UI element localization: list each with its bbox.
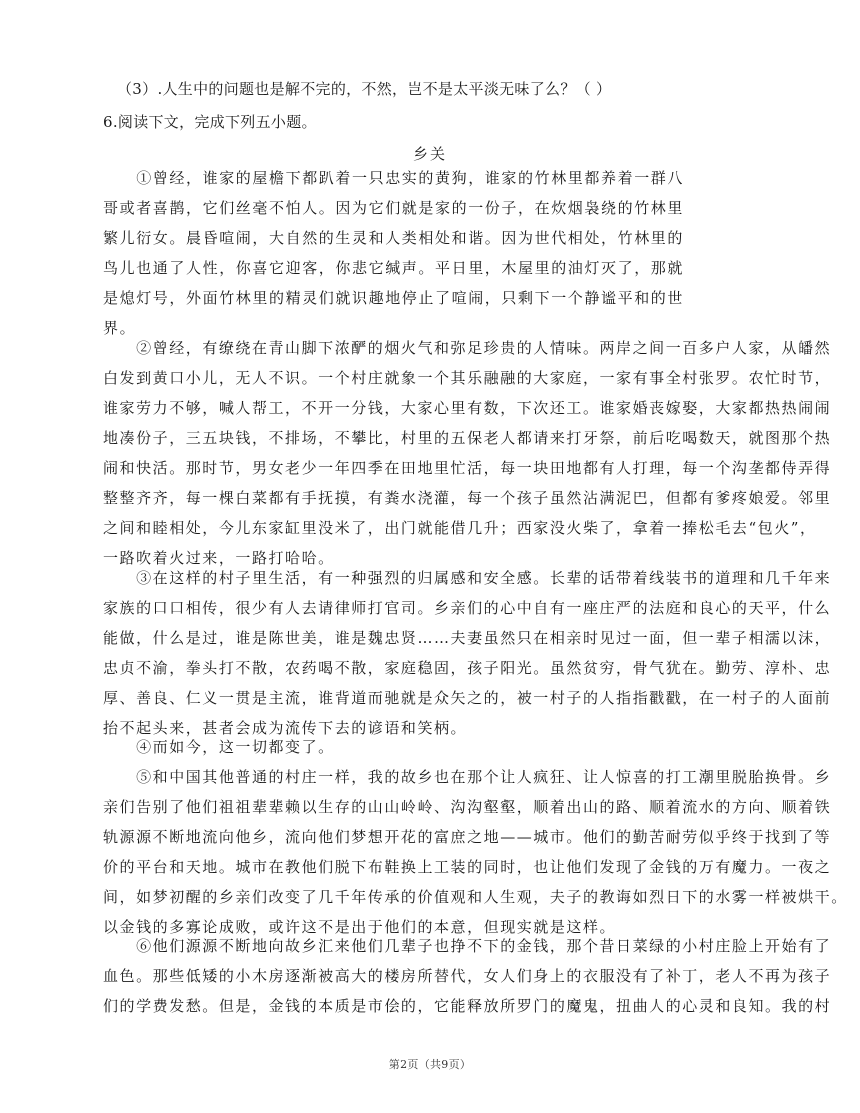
question-3: （3）.人生中的问题也是解不完的，不然，岂不是太平淡无味了么？（ ） [117, 80, 612, 98]
text-line: 间，如梦初醒的乡亲们改变了几千年传承的价值观和人生观，夫子的教诲如烈日下的水雾一样被烘干。 [103, 888, 848, 906]
text-line: 白发到黄口小儿，无人不识。一个村庄就象一个其乐融融的大家庭，一家有事全村张罗。农忙时节， [103, 369, 832, 387]
text-line: 哥或者喜鹊，它们丝毫不怕人。因为它们就是家的一份子，在炊烟袅绕的竹林里 [103, 199, 685, 217]
text-line: 能做，什么是过，谁是陈世美，谁是魏忠贤……夫妻虽然只在相亲时见过一面，但一辈子相濡以沫， [103, 629, 832, 647]
text-line: ⑥他们源源不断地向故乡汇来他们几辈子也挣不下的金钱，那个昔日菜绿的小村庄脸上开始有了 [103, 937, 832, 955]
text-line: 血色。那些低矮的小木房逐渐被高大的楼房所替代，女人们身上的衣服没有了补丁，老人不再为孩子 [103, 967, 832, 985]
text-line: 鸟儿也通了人性，你喜它迎客，你悲它缄声。平日里，木屋里的油灯灭了，那就 [103, 259, 685, 277]
text-line: 界。 [103, 319, 137, 337]
text-line: ②曾经，有缭绕在青山脚下浓酽的烟火气和弥足珍贵的人情味。两岸之间一百多户人家，从皤然 [103, 339, 832, 357]
text-line: ①曾经，谁家的屋檐下都趴着一只忠实的黄狗，谁家的竹林里都养着一群八 [103, 169, 685, 187]
text-line: 闹和快活。那时节，男女老少一年四季在田地里忙活，每一块田地都有人打理，每一个沟垄都侍弄得 [103, 459, 832, 477]
text-line: 们的学费发愁。但是，金钱的本质是市侩的，它能释放所罗门的魔鬼，扭曲人的心灵和良知。我的村 [103, 997, 832, 1015]
text-line: 一路吹着火过来，一路打哈哈。 [103, 549, 335, 567]
text-line: 价的平台和天地。城市在教他们脱下布鞋换上工装的同时，也让他们发现了金钱的万有魔力。一夜之 [103, 858, 832, 876]
article-title: 乡关 [412, 145, 447, 163]
text-line: 地凑份子，三五块钱，不排场，不攀比，村里的五保老人都请来打牙祭，前后吃喝数天，就图那个热 [103, 429, 832, 447]
text-line: 是熄灯号，外面竹林里的精灵们就识趣地停止了喧闹，只剩下一个静谧平和的世 [103, 289, 685, 307]
text-line: 整整齐齐，每一棵白菜都有手抚摸，有粪水浇灌，每一个孩子虽然沾满泥巴，但都有爹疼娘爱。邻里 [103, 489, 832, 507]
text-line: 轨源源不断地流向他乡，流向他们梦想开花的富庶之地——城市。他们的勤苦耐劳似乎终于找到了等 [103, 828, 832, 846]
text-line: 之间和睦相处，今儿东家缸里没米了，出门就能借几升；西家没火柴了，拿着一捧松毛去“包火”， [103, 519, 817, 537]
text-line: ⑤和中国其他普通的村庄一样，我的故乡也在那个让人疯狂、让人惊喜的打工潮里脱胎换骨。乡 [103, 768, 832, 786]
text-line: ④而如今，这一切都变了。 [103, 738, 335, 756]
text-line: 厚、善良、仁义一贯是主流，谁背道而驰就是众矢之的，被一村子的人指指戳戳，在一村子的人面前 [103, 689, 832, 707]
paragraph-3 [103, 563, 832, 743]
text-line: 抬不起头来，甚者会成为流传下去的谚语和笑柄。 [103, 719, 468, 737]
paragraph-5 [103, 762, 848, 942]
page-footer: 第2页（共9页） [388, 1058, 472, 1071]
text-line: 以金钱的多寡论成败，或许这不是出于他们的本意，但现实就是这样。 [103, 918, 617, 936]
section-header: 6.阅读下文，完成下列五小题。 [103, 113, 317, 131]
paragraph-1 [103, 163, 685, 343]
text-line: 家族的口口相传，很少有人去请律师打官司。乡亲们的心中自有一座庄严的法庭和良心的天平，什么 [103, 599, 832, 617]
text-line: 亲们告别了他们祖祖辈辈赖以生存的山山岭岭、沟沟壑壑，顺着出山的路、顺着流水的方向、顺着铁 [103, 798, 832, 816]
text-line: 繁儿衍女。晨昏喧闹，大自然的生灵和人类相处和谐。因为世代相处，竹林里的 [103, 229, 685, 247]
paragraph-6 [103, 931, 832, 1021]
text-line: 忠贞不渝，拳头打不散，农药喝不散，家庭稳固，孩子阳光。虽然贫穷，骨气犹在。勤劳、淳朴、忠 [103, 659, 832, 677]
paragraph-4 [103, 732, 763, 762]
paragraph-2 [103, 333, 832, 573]
text-line: ③在这样的村子里生活，有一种强烈的归属感和安全感。长辈的话带着线装书的道理和几千年来 [103, 569, 832, 587]
text-line: 谁家劳力不够，喊人帮工，不开一分钱，大家心里有数，下次还工。谁家婚丧嫁娶，大家都热热闹闹 [103, 399, 832, 417]
